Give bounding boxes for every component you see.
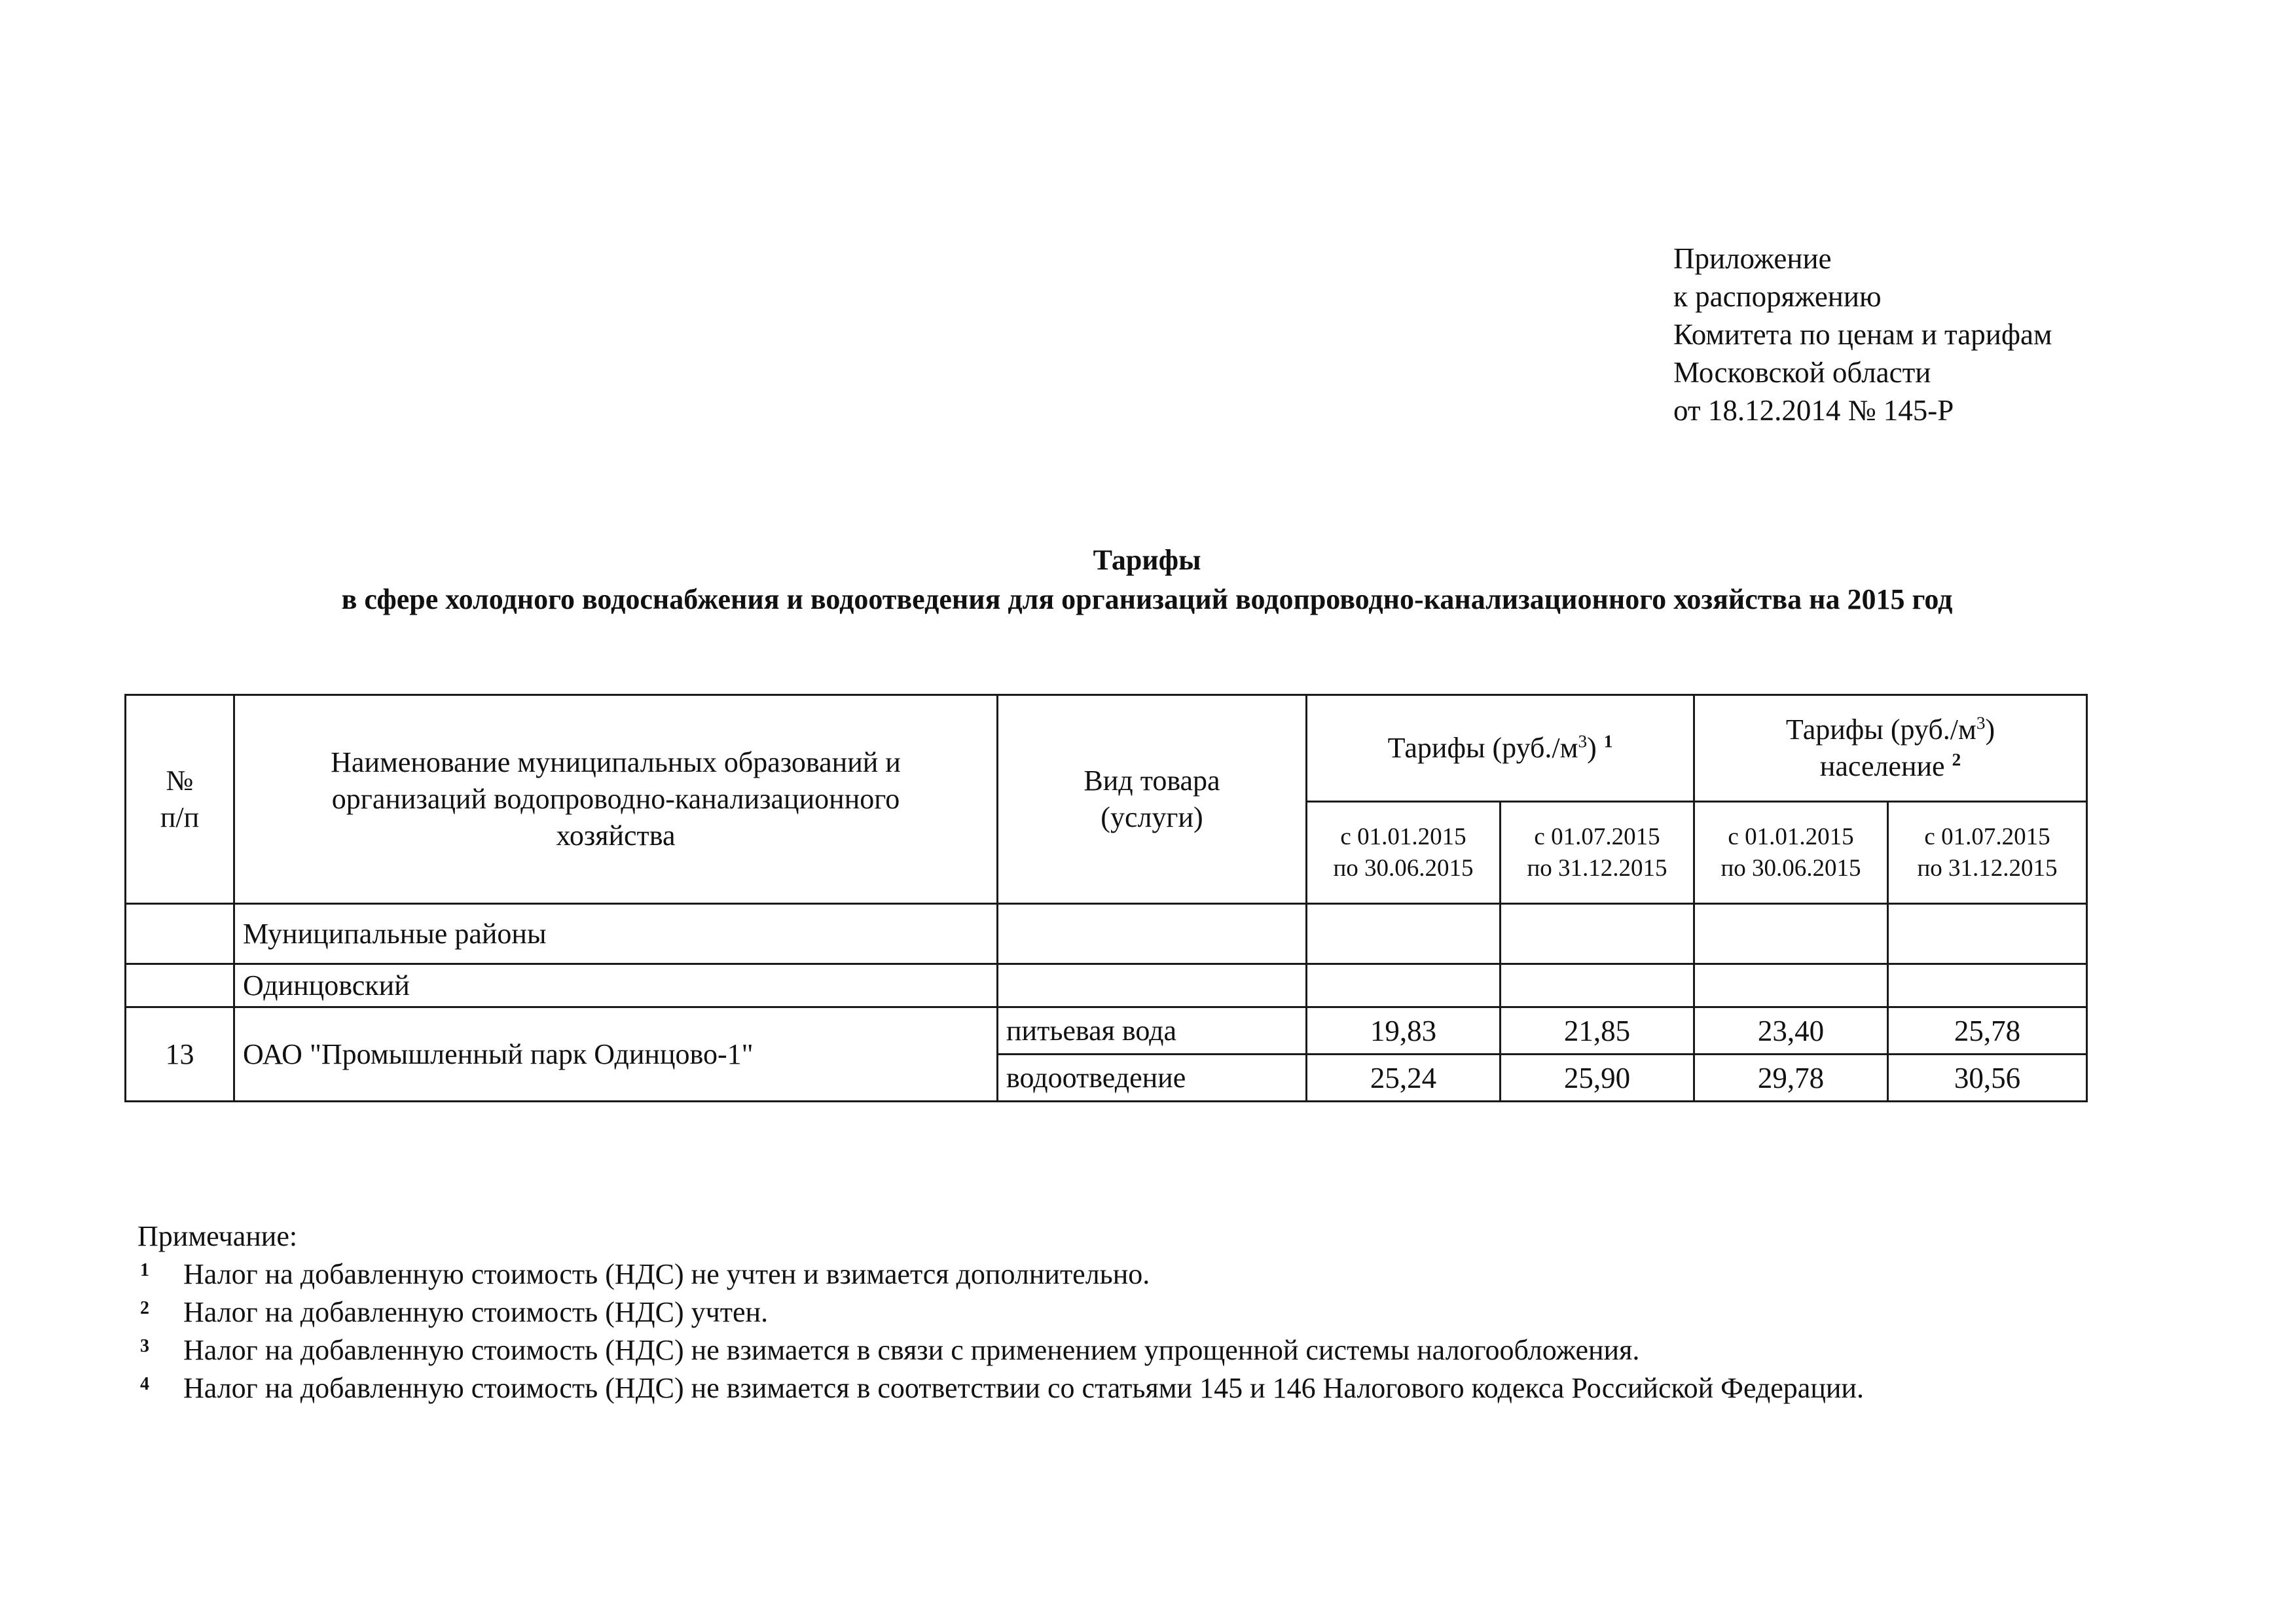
- note-text: Налог на добавленную стоимость (НДС) не взимается в соответствии со статьями 145 и 146 Налогового кодекса Российской Федерации.: [183, 1372, 1864, 1404]
- header-pop-exp: 3: [1976, 713, 1986, 733]
- empty-cell: [1501, 904, 1694, 964]
- header-product-line1: Вид товара: [1083, 765, 1220, 797]
- header-num-cell: [126, 695, 234, 904]
- title-line-2: в сфере холодного водоснабжения и водоотведения для организаций водопроводно-канализационного хозяйства на 2015 год: [341, 583, 1953, 615]
- empty-cell: [1694, 964, 1888, 1007]
- empty-cell: [126, 964, 234, 1007]
- header-product-line2: (услуги): [1101, 801, 1203, 833]
- empty-cell: [1307, 904, 1501, 964]
- note-item: [137, 1331, 1864, 1369]
- header-pop-suffix: ): [1985, 713, 1995, 746]
- empty-cell: [1888, 964, 2087, 1007]
- empty-cell: [126, 904, 234, 964]
- period-from: с 01.01.2015: [1340, 823, 1466, 850]
- period-from: с 01.07.2015: [1534, 823, 1660, 850]
- note-item: [137, 1293, 1864, 1331]
- product-name: водоотведение: [998, 1055, 1307, 1102]
- empty-cell: [1694, 904, 1888, 964]
- empty-cell: [1888, 904, 2087, 964]
- header-product-cell: [998, 695, 1307, 904]
- period-to: по 31.12.2015: [1917, 854, 2058, 882]
- note-marker: 1: [140, 1260, 149, 1280]
- note-marker: 4: [140, 1374, 149, 1394]
- header-num-line1: №: [166, 765, 194, 797]
- tariffs-table: [124, 694, 2088, 1102]
- header-population-cell: [1694, 695, 2087, 802]
- period-from: с 01.01.2015: [1728, 823, 1854, 850]
- note-marker: 3: [140, 1336, 149, 1356]
- product-name: питьевая вода: [998, 1007, 1307, 1055]
- header-tariffs-prefix: Тарифы (руб./м: [1387, 732, 1578, 764]
- header-num-line2: п/п: [160, 801, 200, 833]
- empty-cell: [998, 904, 1307, 964]
- note-text: Налог на добавленную стоимость (НДС) не учтен и взимается дополнительно.: [183, 1258, 1150, 1290]
- title-line-1: Тарифы: [1093, 544, 1201, 576]
- period-to: по 30.06.2015: [1333, 854, 1474, 882]
- period-cell: [1694, 802, 1888, 904]
- tariff-value: 25,24: [1307, 1055, 1501, 1102]
- notes-block: [137, 1218, 1864, 1407]
- table-row: [126, 1007, 2087, 1055]
- section-row: [126, 904, 2087, 964]
- period-cell: [1501, 802, 1694, 904]
- tariff-value: 21,85: [1501, 1007, 1694, 1055]
- period-cell: [1307, 802, 1501, 904]
- note-item: [137, 1255, 1864, 1293]
- header-pop-line2: население: [1819, 750, 1952, 782]
- note-text: Налог на добавленную стоимость (НДС) учтен.: [183, 1296, 769, 1328]
- empty-cell: [998, 964, 1307, 1007]
- appendix-line: от 18.12.2014 № 145-Р: [1673, 394, 1954, 427]
- appendix-line: Московской области: [1673, 356, 1931, 389]
- notes-heading: Примечание:: [137, 1220, 298, 1252]
- header-pop-note-marker: 2: [1952, 749, 1961, 770]
- header-pop-prefix: Тарифы (руб./м: [1785, 713, 1976, 746]
- note-text: Налог на добавленную стоимость (НДС) не взимается в связи с применением упрощенной системы налогообложения.: [183, 1334, 1640, 1366]
- header-name-cell: [234, 695, 998, 904]
- note-marker: 2: [140, 1298, 149, 1318]
- tariff-value: 23,40: [1694, 1007, 1888, 1055]
- period-cell: [1888, 802, 2087, 904]
- period-to: по 31.12.2015: [1527, 854, 1667, 882]
- tariff-value: 30,56: [1888, 1055, 2087, 1102]
- note-item: [137, 1369, 1864, 1407]
- tariff-value: 19,83: [1307, 1007, 1501, 1055]
- period-from: с 01.07.2015: [1924, 823, 2050, 850]
- header-tariffs-suffix: ): [1587, 732, 1604, 764]
- district-label: Одинцовский: [234, 964, 998, 1007]
- tariff-value: 25,90: [1501, 1055, 1694, 1102]
- org-number: 13: [126, 1007, 234, 1102]
- document-title: [0, 541, 2294, 619]
- header-name-text: Наименование муниципальных образований и организаций водопроводно-канализационного хозяйства: [331, 746, 901, 852]
- appendix-block: [1673, 240, 2052, 429]
- section-label: Муниципальные районы: [234, 904, 998, 964]
- header-tariffs-cell: [1307, 695, 1694, 802]
- header-tariffs-exp: 3: [1578, 731, 1588, 751]
- empty-cell: [1307, 964, 1501, 1007]
- district-row: [126, 964, 2087, 1007]
- empty-cell: [1501, 964, 1694, 1007]
- tariff-value: 29,78: [1694, 1055, 1888, 1102]
- appendix-line: Комитета по ценам и тарифам: [1673, 318, 2052, 351]
- period-to: по 30.06.2015: [1720, 854, 1861, 882]
- org-name: ОАО "Промышленный парк Одинцово-1": [234, 1007, 998, 1102]
- appendix-line: к распоряжению: [1673, 280, 1882, 313]
- header-row-1: [126, 695, 2087, 802]
- header-tariffs-note-marker: 1: [1603, 731, 1613, 751]
- tariff-value: 25,78: [1888, 1007, 2087, 1055]
- appendix-line: Приложение: [1673, 242, 1832, 275]
